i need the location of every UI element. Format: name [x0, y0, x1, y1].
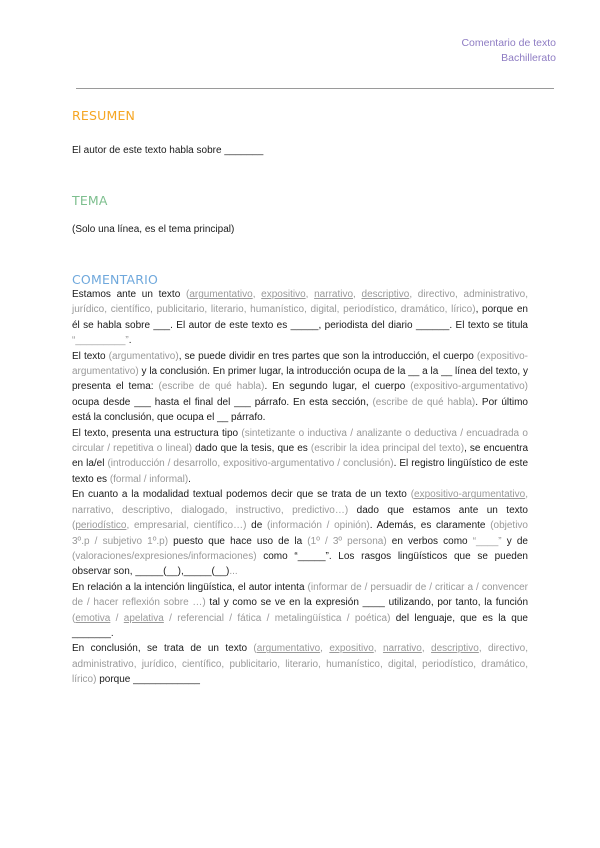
comentario-paragraph-3: El texto, presenta una estructura tipo (sintetizante o inductiva / analizante o deductiva / encuadrada o circular / repetitiva o lineal) dado que la tesis, que es (escribir la idea principal del texto), se encuentra en la/el (introducción / desarrollo, expositivo-argumentativo / conclusión). El registro lingüístico de este texto es (formal / informal).	[72, 427, 529, 485]
tema-text: (Solo una línea, es el tema principal)	[72, 224, 235, 235]
resumen-heading: RESUMEN	[72, 108, 136, 123]
comentario-heading: COMENTARIO	[72, 272, 159, 287]
resumen-text: El autor de este texto habla sobre _______	[72, 145, 264, 156]
comentario-paragraph-6: En conclusión, se trata de un texto (argumentativo, expositivo, narrativo, descriptivo, directivo, administrativo, jurídico, científico, publicitario, literario, humanístico, digital, periodístico, dramático, lírico) porque ____________	[72, 643, 529, 686]
comentario-paragraph-1: Estamos ante un texto (argumentativo, expositivo, narrativo, descriptivo, directivo, administrativo, jurídico, científico, publicitario, literario, humanístico, digital, periodístico, dramático, lírico), porque en él se habla sobre ___. El autor de este texto es _____, periodista del diario ______. El texto se titula “_________”.	[72, 289, 528, 347]
header-level: Bachillerato	[501, 52, 556, 64]
header-subject: Comentario de texto	[461, 37, 556, 49]
header-divider	[76, 88, 554, 89]
tema-heading: TEMA	[72, 193, 108, 208]
comentario-paragraph-4: En cuanto a la modalidad textual podemos decir que se trata de un texto (expositivo-argumentativo, narrativo, descriptivo, dialogado, instructivo, predictivo…) dado que estamos ante un texto (periodístico, empresarial, científico…) de (información / opinión). Además, es claramente (objetivo 3º.p / subjetivo 1º.p) puesto que hace uso de la (1º / 3º persona) en verbos como “____” y de (valoraciones/expresiones/informaciones) como “_____”. Los rasgos lingüísticos que se pueden observar son, _____(__),_____(__)...	[72, 489, 528, 578]
document-header	[461, 36, 556, 66]
comentario-paragraph-2: El texto (argumentativo), se puede dividir en tres partes que son la introducción, el cuerpo (expositivo-argumentativo) y la conclusión. En primer lugar, la introducción ocupa de la __ a la __ línea del texto, y presenta el tema: (escribe de qué habla). En segundo lugar, el cuerpo (expositivo-argumentativo) ocupa desde ___ hasta el final del ___ párrafo. En esta sección, (escribe de qué habla). Por último está la conclusión, que ocupa el __ párrafo.	[72, 350, 529, 424]
comentario-paragraph-5: En relación a la intención lingüística, el autor intenta (informar de / persuadir de / criticar a / convencer de / hacer reflexión sobre …) tal y como se ve en la expresión ____ utilizando, por tanto, la función (emotiva / apelativa / referencial / fática / metalingüística / poética) del lenguaje, que es la que _______.	[72, 581, 529, 639]
document-body	[72, 108, 528, 688]
